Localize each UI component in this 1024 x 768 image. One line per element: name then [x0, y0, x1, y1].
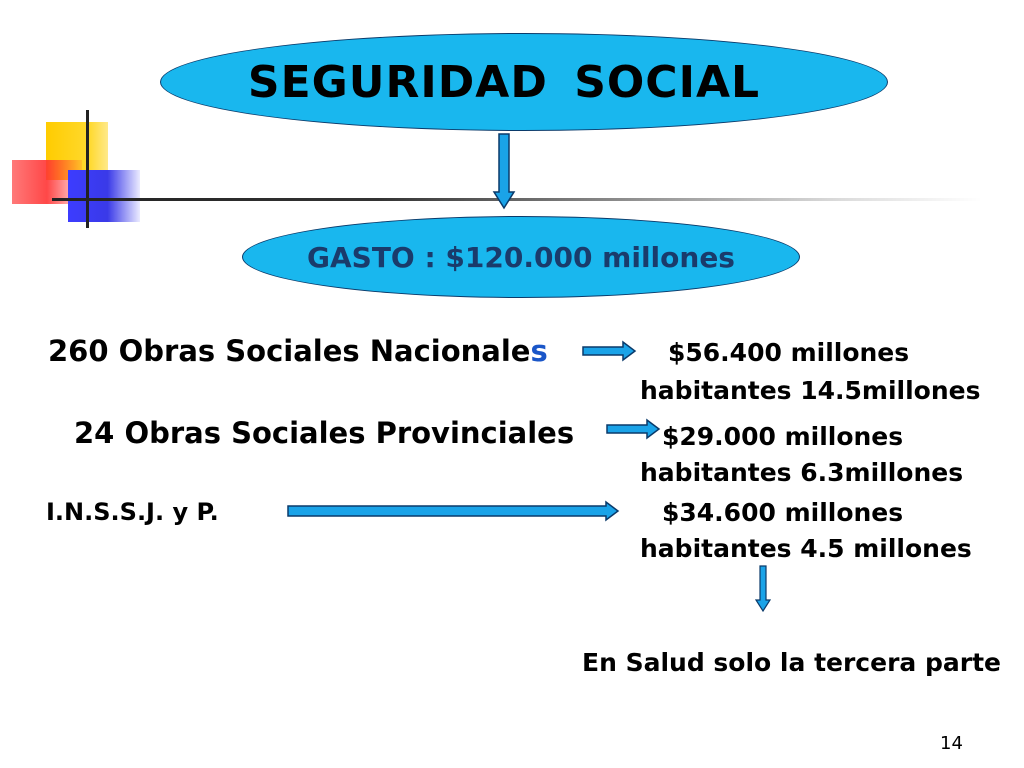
- decor-blue-square: [68, 170, 140, 222]
- page-title: [247, 56, 761, 108]
- conclusion-text: En Salud solo la tercera parte: [582, 648, 1001, 677]
- small-down-arrow-icon: [756, 566, 770, 612]
- title-ellipse: [160, 33, 888, 131]
- row-nacionales-label-tail: s: [530, 334, 548, 368]
- gasto-ellipse: [242, 216, 800, 298]
- decor-horizontal-line: [52, 198, 982, 201]
- row-nacionales-label: [48, 334, 548, 368]
- row-provinciales-habitantes: habitantes 6.3millones: [640, 458, 964, 487]
- title-word-1: SEGURIDAD: [247, 56, 548, 108]
- decor-vertical-line: [86, 110, 89, 228]
- row-provinciales-label: 24 Obras Sociales Provinciales: [74, 416, 575, 450]
- row-nacionales-habitantes: habitantes 14.5millones: [640, 376, 981, 405]
- row-provinciales-amount: $29.000 millones: [662, 422, 904, 451]
- right-arrow-icon: [583, 342, 635, 360]
- row-insssjp-label: I.N.S.S.J. y P.: [46, 498, 219, 526]
- row-nacionales-label-main: 260 Obras Sociales Nacionale: [48, 334, 531, 368]
- title-word-2: SOCIAL: [574, 56, 761, 108]
- row-nacionales-amount: $56.400 millones: [668, 338, 910, 367]
- page-number: 14: [940, 733, 963, 754]
- down-arrow-icon: [494, 134, 514, 210]
- row-insssjp-amount: $34.600 millones: [662, 498, 904, 527]
- right-arrow-icon: [607, 420, 659, 438]
- row-insssjp-habitantes: habitantes 4.5 millones: [640, 534, 972, 563]
- long-right-arrow-icon: [288, 502, 618, 520]
- gasto-label: GASTO : $120.000 millones: [307, 240, 735, 274]
